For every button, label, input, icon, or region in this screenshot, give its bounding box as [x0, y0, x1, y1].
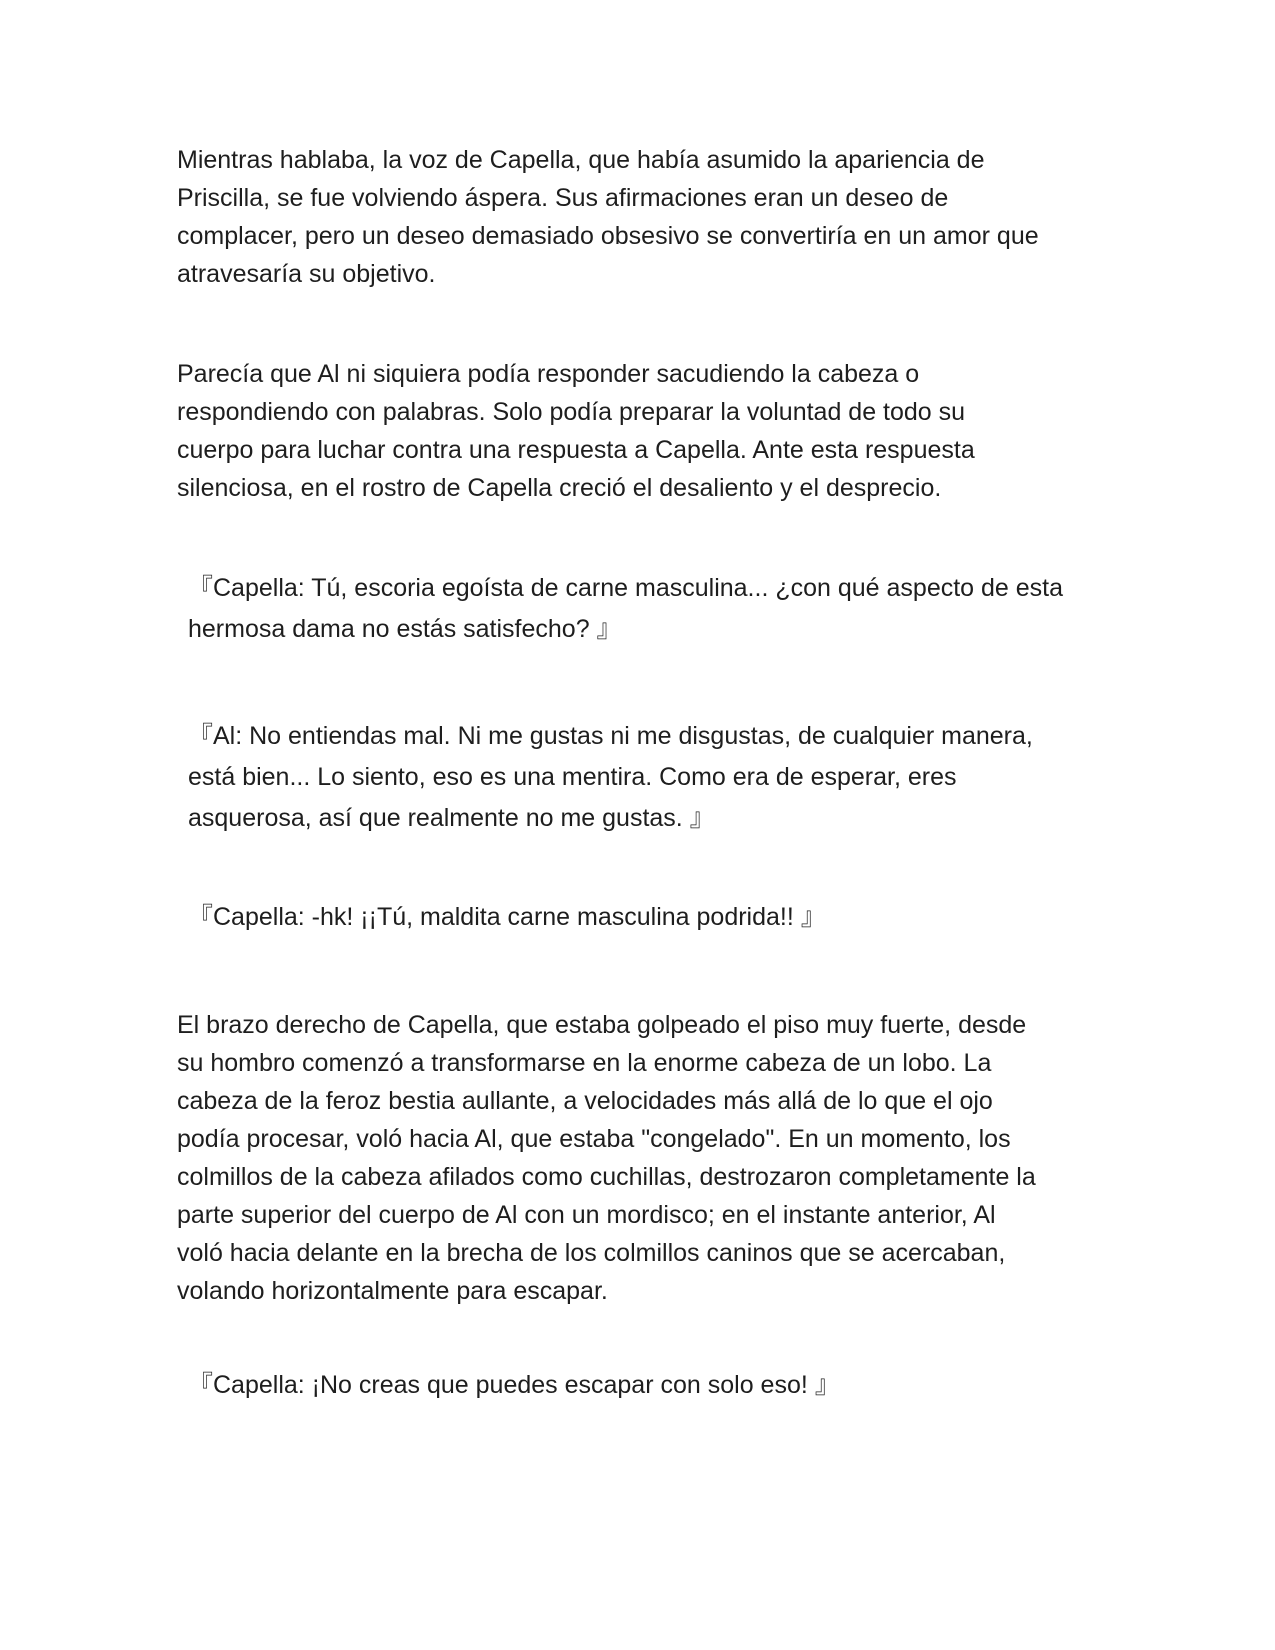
dialogue-line: 『Capella: -hk! ¡¡Tú, maldita carne masculina podrida!! 』 [188, 903, 826, 931]
dialogue-line: 『Al: No entiendas mal. Ni me gustas ni me disgustas, de cualquier manera, está bien... Lo siento, eso es una mentira. Como era de esperar, eres asquerosa, así que realmente no me gustas. 』 [188, 722, 1033, 832]
dialogue-line: 『Capella: Tú, escoria egoísta de carne masculina... ¿con qué aspecto de esta hermosa dama no estás satisfecho? 』 [188, 574, 1064, 643]
narration-paragraph: El brazo derecho de Capella, que estaba golpeado el piso muy fuerte, desde su hombro comenzó a transformarse en la enorme cabeza de un lobo. La cabeza de la feroz bestia aullante, a velocidades más allá de lo que el ojo podía procesar, voló hacia Al, que estaba "congelado". En un momento, los colmillos de la cabeza afilados como cuchillas, destrozaron completamente la parte superior del cuerpo de Al con un mordisco; en el instante anterior, Al voló hacia delante en la brecha de los colmillos caninos que se acercaban, volando horizontalmente para escapar. [177, 1011, 1036, 1305]
narration-paragraph: Mientras hablaba, la voz de Capella, que había asumido la apariencia de Priscilla, se fue volviendo áspera. Sus afirmaciones eran un deseo de complacer, pero un deseo demasiado obsesivo se convertiría en un amor que atravesaría su objetivo. [177, 146, 1039, 288]
dialogue-line: 『Capella: ¡No creas que puedes escapar con solo eso! 』 [188, 1371, 840, 1399]
narration-paragraph: Parecía que Al ni siquiera podía responder sacudiendo la cabeza o respondiendo con palabras. Solo podía preparar la voluntad de todo su cuerpo para luchar contra una respuesta a Capella. Ante esta respuesta silenciosa, en el rostro de Capella creció el desaliento y el desprecio. [177, 360, 975, 502]
